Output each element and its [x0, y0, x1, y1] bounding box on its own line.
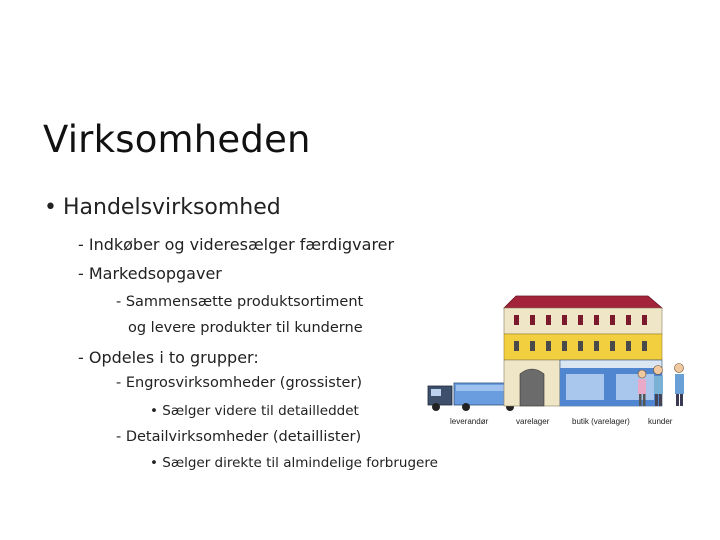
trade-illustration	[420, 288, 710, 438]
label-warehouse: varelager	[516, 417, 550, 426]
item-groups: - Opdeles i to grupper:	[78, 348, 259, 367]
bullet-handelsvirksomhed	[44, 195, 281, 220]
item-retail: - Detailvirksomheder (detaillister)	[116, 429, 362, 445]
label-supplier: leverandør	[450, 417, 489, 426]
slide-title: Virksomheden	[43, 118, 311, 161]
label-customers: kunder	[648, 417, 673, 426]
bullet-marker: •	[44, 195, 57, 220]
item-wholesale: - Engrosvirksomheder (grossister)	[116, 375, 363, 391]
item-wholesale-detail: • Sælger videre til detailleddet	[150, 403, 359, 419]
bullet-text: Handelsvirksomhed	[62, 195, 281, 220]
item-assortment-line2: og levere produkter til kunderne	[128, 320, 363, 336]
item-retail-detail: • Sælger direkte til almindelige forbrugere	[150, 455, 438, 471]
item-marketing: - Markedsopgaver	[78, 264, 222, 283]
item-buyer: - Indkøber og videresælger færdigvarer	[78, 235, 395, 254]
item-assortment-line1: - Sammensætte produktsortiment	[116, 294, 364, 310]
label-shop: butik (varelager)	[572, 417, 630, 426]
